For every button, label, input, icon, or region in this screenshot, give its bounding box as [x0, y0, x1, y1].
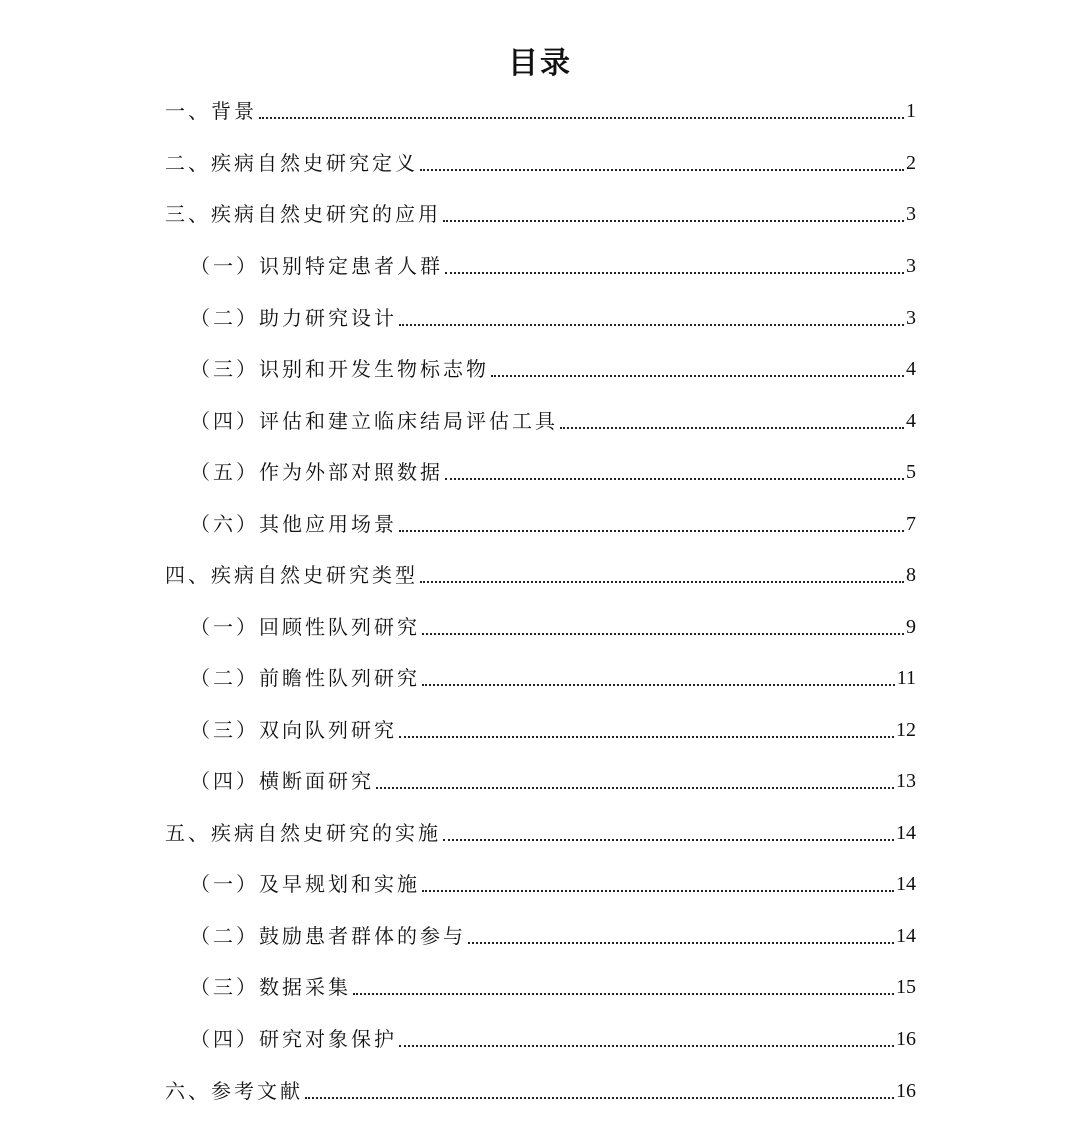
- dot-leader: [353, 993, 894, 995]
- dot-leader: [443, 839, 894, 841]
- dot-leader: [420, 581, 904, 583]
- toc-entry-label: （一）回顾性队列研究: [190, 615, 420, 639]
- toc-entry-label: （五）作为外部对照数据: [190, 460, 443, 484]
- toc-entry[interactable]: [190, 455, 916, 489]
- toc-entry-label: （三）数据采集: [190, 975, 351, 999]
- toc-entry-label: （四）横断面研究: [190, 769, 374, 793]
- toc-entry-page: 15: [896, 976, 916, 998]
- toc-entry-label: （二）助力研究设计: [190, 306, 397, 330]
- toc-entry[interactable]: [165, 146, 916, 180]
- toc-entry-label: 一、背景: [165, 99, 257, 123]
- toc-entry-page: 4: [906, 358, 916, 380]
- toc-entry-page: 3: [906, 203, 916, 225]
- toc-entry[interactable]: [165, 94, 916, 128]
- toc-entry[interactable]: [190, 404, 916, 438]
- toc-entry-page: 2: [906, 152, 916, 174]
- toc-entry-page: 16: [896, 1080, 916, 1102]
- dot-leader: [399, 324, 904, 326]
- toc-entry-page: 16: [896, 1028, 916, 1050]
- toc-entry-label: 六、参考文献: [165, 1079, 303, 1103]
- dot-leader: [399, 736, 894, 738]
- toc-entry-label: （六）其他应用场景: [190, 512, 397, 536]
- toc-entry-label: 三、疾病自然史研究的应用: [165, 202, 441, 226]
- toc-entry[interactable]: [190, 301, 916, 335]
- toc-entry[interactable]: [190, 610, 916, 644]
- toc-entry-label: （四）评估和建立临床结局评估工具: [190, 409, 558, 433]
- toc-entry-label: 四、疾病自然史研究类型: [165, 563, 418, 587]
- toc-entry[interactable]: [165, 1074, 916, 1108]
- page-title: 目录: [508, 46, 572, 81]
- dot-leader: [399, 1045, 894, 1047]
- dot-leader: [443, 220, 904, 222]
- dot-leader: [422, 633, 904, 635]
- toc-entry[interactable]: [165, 816, 916, 850]
- toc-entry-page: 7: [906, 513, 916, 535]
- toc-entry[interactable]: [190, 919, 916, 953]
- toc-entry-page: 3: [906, 255, 916, 277]
- dot-leader: [422, 890, 894, 892]
- dot-leader: [491, 375, 904, 377]
- toc-entry-page: 3: [906, 307, 916, 329]
- toc-entry-page: 9: [906, 616, 916, 638]
- dot-leader: [305, 1097, 894, 1099]
- toc-entry-page: 14: [896, 822, 916, 844]
- toc-entry-page: 11: [896, 667, 916, 689]
- dot-leader: [399, 530, 904, 532]
- toc-entry-label: （二）鼓励患者群体的参与: [190, 924, 466, 948]
- toc-entry-label: （四）研究对象保护: [190, 1027, 397, 1051]
- toc-entry-label: （三）双向队列研究: [190, 718, 397, 742]
- toc-entry-label: 五、疾病自然史研究的实施: [165, 821, 441, 845]
- toc-entry[interactable]: [190, 249, 916, 283]
- toc-entry[interactable]: [190, 507, 916, 541]
- toc-entry-page: 13: [896, 770, 916, 792]
- dot-leader: [422, 684, 895, 686]
- toc-entry[interactable]: [165, 197, 916, 231]
- dot-leader: [445, 478, 904, 480]
- toc-entry[interactable]: [190, 1022, 916, 1056]
- toc-entry-page: 4: [906, 410, 916, 432]
- toc-entry[interactable]: [190, 867, 916, 901]
- dot-leader: [376, 787, 894, 789]
- toc-entry-page: 5: [906, 461, 916, 483]
- toc-entry-label: （一）及早规划和实施: [190, 872, 420, 896]
- toc-entry[interactable]: [190, 970, 916, 1004]
- dot-leader: [445, 272, 904, 274]
- toc-entry-label: （三）识别和开发生物标志物: [190, 357, 489, 381]
- toc-entry-label: （二）前瞻性队列研究: [190, 666, 420, 690]
- toc-entry-label: 二、疾病自然史研究定义: [165, 151, 418, 175]
- toc-entry-page: 12: [896, 719, 916, 741]
- toc-entry-page: 1: [906, 100, 916, 122]
- toc-entry[interactable]: [190, 352, 916, 386]
- toc-entry[interactable]: [190, 713, 916, 747]
- dot-leader: [560, 427, 904, 429]
- toc-entry[interactable]: [190, 764, 916, 798]
- toc-entry-label: （一）识别特定患者人群: [190, 254, 443, 278]
- dot-leader: [420, 169, 904, 171]
- toc-entry[interactable]: [190, 661, 916, 695]
- toc-entry-page: 14: [896, 925, 916, 947]
- dot-leader: [259, 117, 904, 119]
- toc-entry[interactable]: [165, 558, 916, 592]
- dot-leader: [468, 942, 894, 944]
- toc-entry-page: 14: [896, 873, 916, 895]
- toc-entry-page: 8: [906, 564, 916, 586]
